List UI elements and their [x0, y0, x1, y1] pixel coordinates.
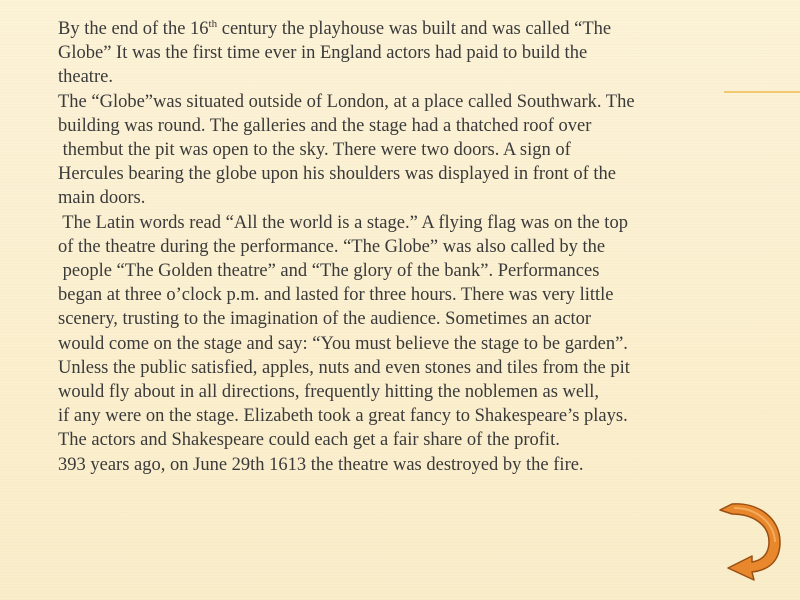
text-line-12: began at three o’clock p.m. and lasted for three hours. There was very little: [58, 285, 614, 306]
curved-return-arrow-icon: [714, 500, 784, 582]
text-line-13: scenery, trusting to the imagination of the audience. Sometimes an actor: [58, 309, 592, 330]
text-line-19: 393 years ago, on June 29th 1613 the theatre was destroyed by the fire.: [58, 454, 584, 475]
text-line-1: [58, 17, 758, 41]
text-line-9: The Latin words read “All the world is a stage.” A flying flag was on the top: [58, 212, 628, 233]
text-line-14: would come on the stage and say: “You must believe the stage to be garden”.: [58, 333, 628, 354]
text-line-17: if any were on the stage. Elizabeth took a great fancy to Shakespeare’s plays.: [58, 406, 628, 427]
text-line-1-start: By the end of the 16: [58, 19, 209, 39]
text-line-16: would fly about in all directions, frequently hitting the noblemen as well,: [58, 382, 600, 403]
text-line-18: The actors and Shakespeare could each get a fair share of the profit.: [58, 430, 560, 451]
text-line-15: Unless the public satisfied, apples, nuts and even stones and tiles from the pit: [58, 357, 630, 378]
text-line-11: people “The Golden theatre” and “The glory of the bank”. Performances: [58, 261, 600, 282]
body-text: [58, 17, 758, 477]
text-line-10: of the theatre during the performance. “The Globe” was also called by the: [58, 236, 606, 257]
text-line-6: thembut the pit was open to the sky. There were two doors. A sign of: [58, 140, 571, 161]
text-line-5: building was round. The galleries and the stage had a thatched roof over: [58, 115, 592, 136]
text-line-2: Globe” It was the first time ever in England actors had paid to build the: [58, 43, 588, 64]
text-line-4: The “Globe”was situated outside of London, at a place called Southwark. The: [58, 91, 635, 112]
text-line-8: main doors.: [58, 188, 146, 209]
ordinal-superscript: th: [208, 18, 218, 30]
text-line-3: theatre.: [58, 67, 113, 88]
return-button[interactable]: [714, 500, 784, 582]
text-line-1-end: century the playhouse was built and was called “The: [217, 19, 612, 39]
text-line-7: Hercules bearing the globe upon his shoulders was displayed in front of the: [58, 164, 616, 185]
